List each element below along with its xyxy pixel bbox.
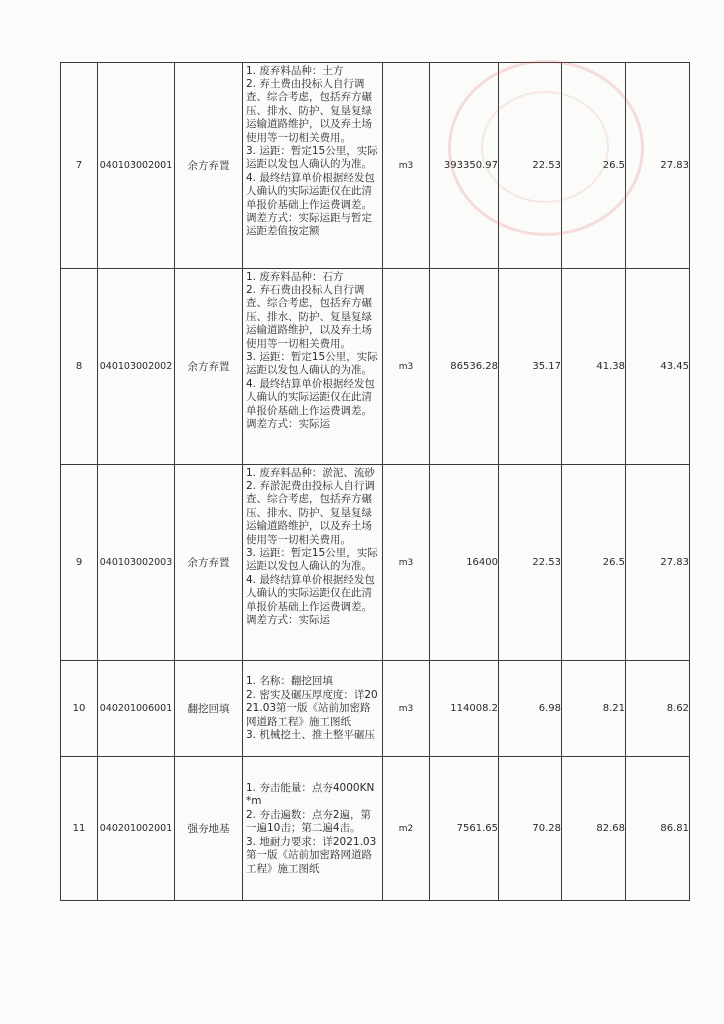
item-description-cell <box>243 269 383 465</box>
price-cell-1: 22.53 <box>499 465 562 661</box>
row-number-cell: 9 <box>61 465 98 661</box>
description-line: 2. 弃淤泥费由投标人自行调查、综合考虑，包括弃方碾压、排水、防护、复垦复绿运输道路维护，以及弃土场使用等一切相关费用。 <box>246 479 375 546</box>
description-line: 1. 夯击能量：点夯4000KN*m <box>246 782 375 808</box>
item-name-cell: 余方弃置 <box>175 63 243 269</box>
row-number-cell: 8 <box>61 269 98 465</box>
description-line: 4. 最终结算单价根据经发包人确认的实际运距仅在此清单报价基础上作运费调差。调差方式：实际运 <box>246 377 375 430</box>
item-code-cell: 040103002001 <box>98 63 175 269</box>
table-row <box>61 757 690 901</box>
item-description <box>243 270 382 464</box>
item-name-cell: 强夯地基 <box>175 757 243 901</box>
table-row <box>61 63 690 269</box>
price-cell-1: 70.28 <box>499 757 562 901</box>
item-description-cell <box>243 465 383 661</box>
price-cell-1: 22.53 <box>499 63 562 269</box>
unit-cell: m3 <box>383 661 430 757</box>
description-line: 2. 弃土费由投标人自行调查、综合考虑，包括弃方碾压、排水、防护、复垦复绿运输道路维护，以及弃土场使用等一切相关费用。 <box>246 77 372 144</box>
description-line: 1. 废弃料品种：土方 <box>246 64 344 77</box>
item-description <box>243 64 382 268</box>
quantity-cell: 16400 <box>430 465 499 661</box>
item-name-cell: 余方弃置 <box>175 269 243 465</box>
description-line: 1. 名称：翻挖回填 <box>246 675 333 688</box>
table-row <box>61 465 690 661</box>
item-name-cell: 翻挖回填 <box>175 661 243 757</box>
row-number-cell: 11 <box>61 757 98 901</box>
unit-cell: m3 <box>383 269 430 465</box>
row-number-cell: 7 <box>61 63 98 269</box>
price-cell-2: 82.68 <box>562 757 626 901</box>
table-row <box>61 269 690 465</box>
item-code-cell: 040103002002 <box>98 269 175 465</box>
price-cell-2: 26.5 <box>562 465 626 661</box>
price-cell-3: 27.83 <box>626 465 690 661</box>
price-cell-2: 8.21 <box>562 661 626 757</box>
description-line: 2. 密实及碾压厚度度：详2021.03第一版《站前加密路网道路工程》施工图纸 <box>246 688 378 728</box>
price-cell-3: 27.83 <box>626 63 690 269</box>
item-code-cell: 040201006001 <box>98 661 175 757</box>
description-line: 3. 运距：暂定15公里，实际运距以发包人确认的为准。 <box>246 144 378 171</box>
unit-cell: m3 <box>383 465 430 661</box>
description-line: 2. 夯击遍数：点夯2遍，第一遍10击；第二遍4击。 <box>246 808 372 835</box>
price-cell-3: 8.62 <box>626 661 690 757</box>
quantity-cell: 7561.65 <box>430 757 499 901</box>
description-line: 3. 机械挖土、推土整平碾压 <box>246 729 375 742</box>
quantity-cell: 114008.2 <box>430 661 499 757</box>
description-line: 1. 废弃料品种：淤泥、流砂 <box>246 466 375 479</box>
item-code-cell: 040103002003 <box>98 465 175 661</box>
description-line: 3. 地耐力要求：详2021.03第一版《站前加密路网道路工程》施工图纸 <box>246 835 377 875</box>
description-line: 4. 最终结算单价根据经发包人确认的实际运距仅在此清单报价基础上作运费调差。调差方式：实际运 <box>246 573 375 626</box>
quantity-cell: 393350.97 <box>430 63 499 269</box>
item-description-cell <box>243 63 383 269</box>
item-name-cell: 余方弃置 <box>175 465 243 661</box>
description-line: 3. 运距：暂定15公里，实际运距以发包人确认的为准。 <box>246 350 378 377</box>
price-cell-3: 43.45 <box>626 269 690 465</box>
description-line: 1. 废弃料品种：石方 <box>246 270 344 283</box>
item-description-cell <box>243 757 383 901</box>
unit-cell: m3 <box>383 63 430 269</box>
table-row <box>61 661 690 757</box>
price-cell-1: 35.17 <box>499 269 562 465</box>
bill-of-quantities-table <box>60 62 690 901</box>
quantity-cell: 86536.28 <box>430 269 499 465</box>
description-line: 2. 弃石费由投标人自行调查、综合考虑，包括弃方碾压、排水、防护、复垦复绿运输道路维护，以及弃土场使用等一切相关费用。 <box>246 283 372 350</box>
unit-cell: m2 <box>383 757 430 901</box>
price-cell-1: 6.98 <box>499 661 562 757</box>
price-cell-3: 86.81 <box>626 757 690 901</box>
item-description <box>243 674 382 742</box>
price-cell-2: 41.38 <box>562 269 626 465</box>
item-code-cell: 040201002001 <box>98 757 175 901</box>
price-cell-2: 26.5 <box>562 63 626 269</box>
description-line: 3. 运距：暂定15公里，实际运距以发包人确认的为准。 <box>246 546 378 573</box>
description-line: 4. 最终结算单价根据经发包人确认的实际运距仅在此清单报价基础上作运费调差。调差方式：实际运距与暂定运距差值按定额 <box>246 171 375 238</box>
item-description <box>243 466 382 660</box>
item-description-cell <box>243 661 383 757</box>
item-description <box>243 781 382 876</box>
row-number-cell: 10 <box>61 661 98 757</box>
